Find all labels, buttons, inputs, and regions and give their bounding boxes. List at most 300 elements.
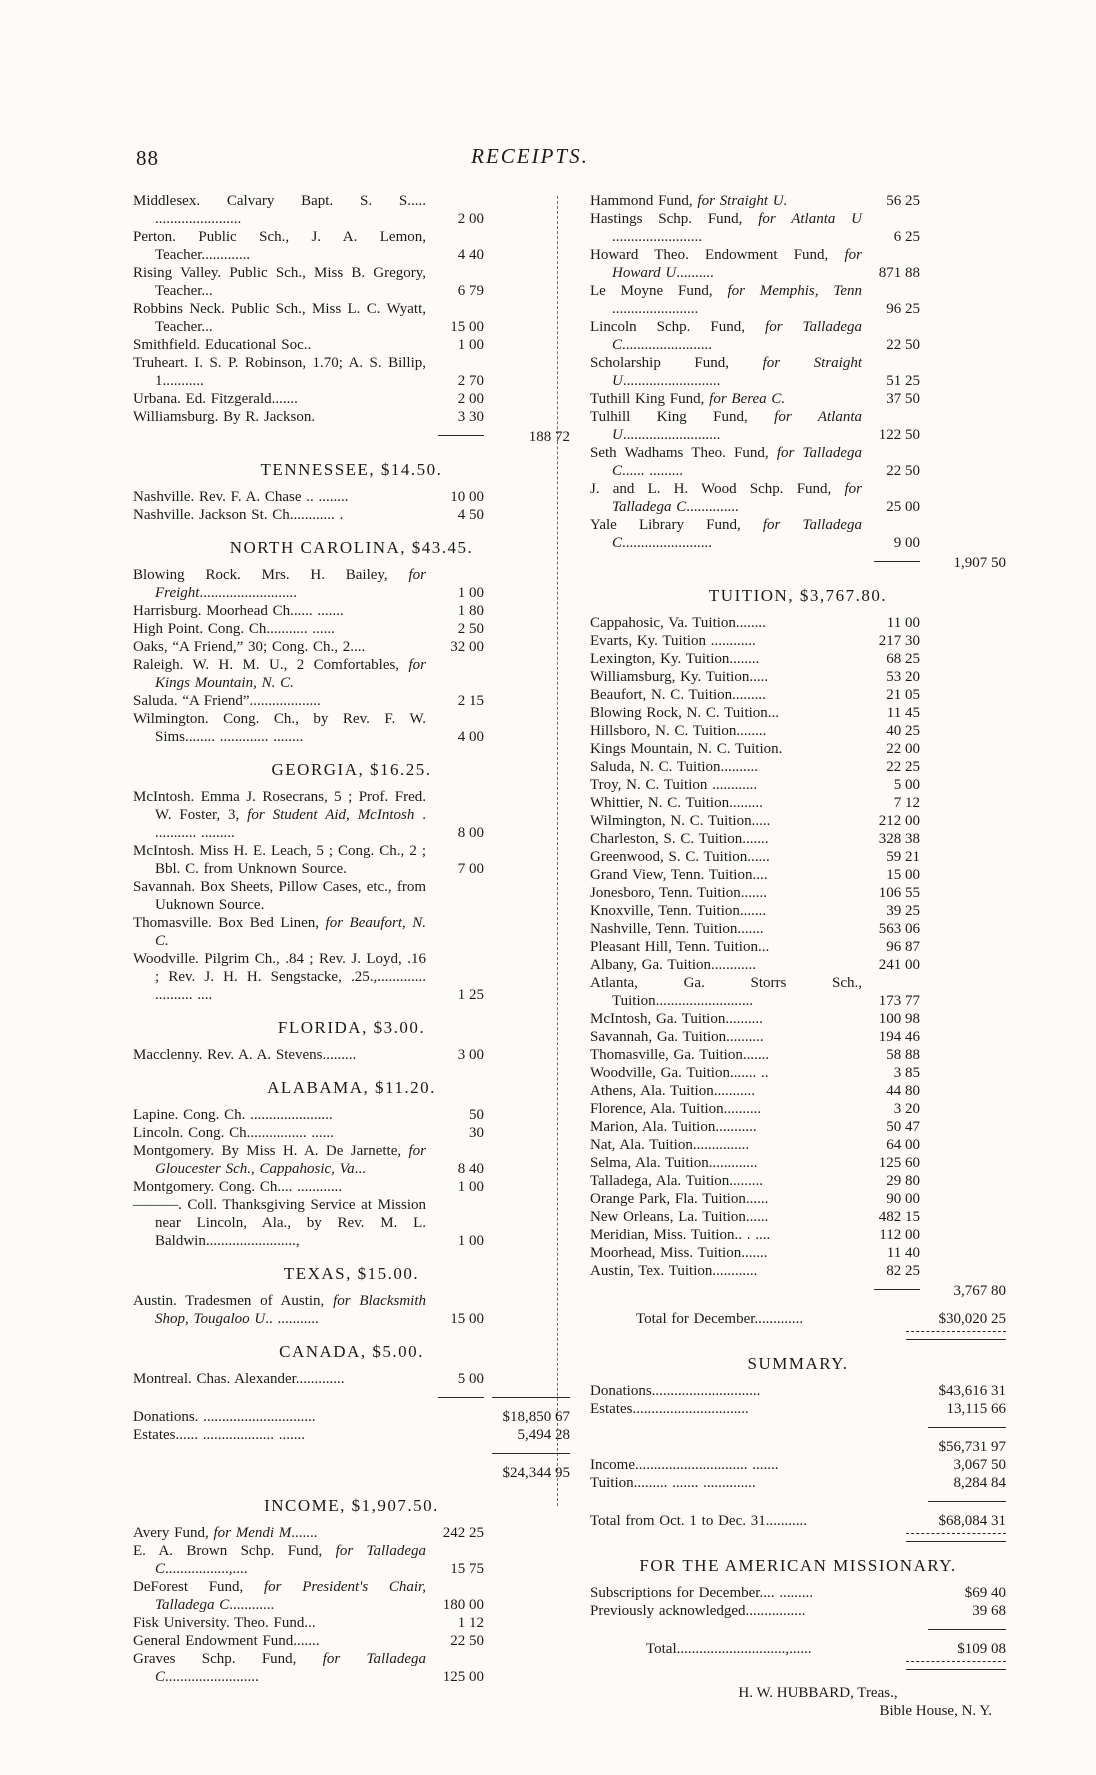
receipt-entry <box>133 710 570 746</box>
receipt-entry <box>590 650 1006 668</box>
entry-description <box>590 974 862 1010</box>
receipt-entry <box>590 974 1006 1010</box>
entry-amount: 3 30 <box>457 409 484 425</box>
entry-amount: 2 15 <box>457 693 484 709</box>
entry-description <box>133 656 426 692</box>
double-rule <box>906 1331 1006 1340</box>
entry-amount: 29 80 <box>886 1173 920 1189</box>
entry-description <box>590 1640 920 1658</box>
entry-amount: 22 00 <box>886 741 920 757</box>
receipt-entry <box>133 1142 570 1178</box>
entry-amount: 173 77 <box>878 993 920 1009</box>
entry-text-segment: Harrisburg. Moorhead Ch...... ....... <box>133 603 344 619</box>
outer-rule <box>928 1629 1006 1630</box>
section-heading: TUITION, $3,767.80. <box>708 586 888 605</box>
entry-description <box>133 638 426 656</box>
receipt-entry <box>133 228 570 264</box>
entry-amount: 125 60 <box>878 1155 920 1171</box>
double-rule <box>906 1661 1006 1670</box>
receipt-entry <box>133 1578 570 1614</box>
receipt-entry <box>590 614 1006 632</box>
entry-text-segment: Saluda. “A Friend”................... <box>133 693 321 709</box>
entry-amount: 90 00 <box>886 1191 920 1207</box>
receipt-entry <box>133 1408 570 1426</box>
entry-total-amount: $24,344 95 <box>502 1465 570 1481</box>
entry-description <box>590 812 862 830</box>
entry-text-segment: Subscriptions for December.... ......... <box>590 1585 813 1601</box>
entry-total-amount: 39 68 <box>972 1603 1006 1619</box>
entry-text-segment: ............ <box>229 1597 275 1613</box>
entry-description <box>590 1010 862 1028</box>
receipt-entry <box>590 1046 1006 1064</box>
entry-amount: 112 00 <box>879 1227 920 1243</box>
entry-text-segment: Hammond Fund, <box>590 193 698 209</box>
entry-description <box>590 650 862 668</box>
receipt-entry <box>590 632 1006 650</box>
inner-rule <box>438 1397 484 1398</box>
entry-text-segment: Moorhead, Miss. Tuition....... <box>590 1245 768 1261</box>
subtotal-amount: 3,767 80 <box>953 1283 1006 1299</box>
receipt-entry <box>590 1010 1006 1028</box>
entry-text-segment: .................,.... <box>165 1561 248 1577</box>
entry-description <box>133 842 426 878</box>
entry-text-segment: Austin. Tradesmen of Austin, <box>133 1293 334 1309</box>
entry-description <box>590 704 862 722</box>
entry-text-segment: .......................... <box>199 585 297 601</box>
receipt-entry <box>590 1640 1006 1658</box>
entry-description <box>590 1310 920 1328</box>
entry-description <box>590 776 862 794</box>
receipt-entry <box>133 1632 570 1650</box>
entry-amount: 2 70 <box>457 373 484 389</box>
entry-description <box>133 1650 426 1686</box>
entry-text-segment: E. A. Brown Schp. Fund, <box>133 1543 336 1559</box>
entry-text-segment: .. ........... <box>265 1311 319 1327</box>
receipt-entry <box>590 1512 1006 1530</box>
receipt-entry <box>133 506 570 524</box>
entry-text-segment: Scholarship Fund, <box>590 355 763 371</box>
entry-amount: 3 20 <box>893 1101 920 1117</box>
subtotal-row <box>133 426 570 446</box>
entry-text-segment: Lincoln Schp. Fund, <box>590 319 766 335</box>
entry-amount: 871 88 <box>878 265 920 281</box>
entry-text-segment: Previously acknowledged................ <box>590 1603 806 1619</box>
entry-text-segment: McIntosh. Emma J. Rosecrans, 5 ; Prof. Fred. W. Foster, 3, <box>133 789 426 823</box>
entry-total-amount: $69 40 <box>964 1585 1006 1601</box>
entry-amount: 4 00 <box>457 729 484 745</box>
entry-text-segment: DeForest Fund, <box>133 1579 264 1595</box>
entry-text-segment: Fisk University. Theo. Fund... <box>133 1615 316 1631</box>
entry-text-segment: Meridian, Miss. Tuition.. . .... <box>590 1227 771 1243</box>
receipt-entry <box>590 758 1006 776</box>
entry-text-segment: Oaks, “A Friend,” 30; Cong. Ch., 2.... <box>133 639 366 655</box>
receipt-entry <box>590 938 1006 956</box>
outer-rule <box>928 1427 1006 1428</box>
subtotal-rule <box>874 1289 920 1290</box>
entry-total-amount: $56,731 97 <box>938 1439 1006 1455</box>
section-heading: CANADA, $5.00. <box>279 1342 424 1361</box>
entry-description <box>590 1046 862 1064</box>
entry-text-segment: ... <box>354 1161 366 1177</box>
receipt-entry <box>133 1370 570 1388</box>
entry-text-segment: McIntosh, Ga. Tuition.......... <box>590 1011 763 1027</box>
receipt-entry <box>590 282 1006 318</box>
entry-text-segment: High Point. Cong. Ch........... ...... <box>133 621 335 637</box>
entry-text-segment: Nat, Ala. Tuition............... <box>590 1137 750 1153</box>
entry-text-segment: .......................... <box>622 373 721 389</box>
entry-description <box>133 264 426 300</box>
entry-text-segment: Nashville, Tenn. Tuition....... <box>590 921 764 937</box>
entry-total-amount: $109 08 <box>957 1641 1006 1657</box>
entry-text-segment: . ........... ......... <box>155 807 426 841</box>
entry-description <box>590 884 862 902</box>
entry-text-segment: Woodville. Pilgrim Ch., .84 ; Rev. J. Loyd, .16 ; Rev. J. H. H. Sengstacke, .25.,............. .......... .... <box>133 951 426 1003</box>
entry-amount: 180 00 <box>442 1597 484 1613</box>
receipt-entry <box>133 1178 570 1196</box>
entry-amount: 15 75 <box>450 1561 484 1577</box>
entry-text-segment: Graves Schp. Fund, <box>133 1651 323 1667</box>
entry-description <box>133 914 426 950</box>
entry-description <box>133 710 426 746</box>
entry-text-segment: .......... <box>676 265 714 281</box>
receipt-entry <box>590 1262 1006 1280</box>
receipt-entry <box>133 1614 570 1632</box>
designated-fund-italic: for Atlanta U <box>758 211 863 227</box>
entry-text-segment: Yale Library Fund, <box>590 517 763 533</box>
receipt-entry <box>590 1584 1006 1602</box>
entry-description <box>590 444 862 480</box>
rule-cell <box>920 1420 1006 1438</box>
receipt-entry <box>590 1382 1006 1400</box>
entry-amount: 4 40 <box>457 247 484 263</box>
entry-text-segment: Nashville. Rev. F. A. Chase .. ........ <box>133 489 349 505</box>
rule-row <box>590 1492 1006 1512</box>
receipt-entry <box>133 878 570 914</box>
entry-text-segment: ....... <box>291 1525 318 1541</box>
entry-text-segment: Howard Theo. Endowment Fund, <box>590 247 845 263</box>
entry-amount: 563 06 <box>878 921 920 937</box>
entry-text-segment: McIntosh. Miss H. E. Leach, 5 ; Cong. Ch., 2 ; Bbl. C. from Unknown Source. <box>133 843 426 877</box>
entry-description <box>590 1244 862 1262</box>
receipt-entry <box>590 920 1006 938</box>
rule-row <box>133 1388 570 1408</box>
entry-text-segment: Jonesboro, Tenn. Tuition....... <box>590 885 767 901</box>
entry-description <box>133 1426 484 1444</box>
entry-description <box>133 300 426 336</box>
entry-text-segment: ...... ......... <box>622 463 684 479</box>
entry-text-segment: Raleigh. W. H. M. U., 2 Comfortables, <box>133 657 409 673</box>
entry-description <box>590 1584 920 1602</box>
entry-text-segment: Florence, Ala. Tuition.......... <box>590 1101 762 1117</box>
subtotal-rule <box>874 561 920 562</box>
outer-rule <box>928 1501 1006 1502</box>
left-column <box>133 192 570 1686</box>
entry-text-segment: Saluda, N. C. Tuition.......... <box>590 759 759 775</box>
entry-amount: 21 05 <box>886 687 920 703</box>
entry-text-segment: Seth Wadhams Theo. Fund, <box>590 445 777 461</box>
entry-amount: 8 00 <box>457 825 484 841</box>
entry-description <box>590 318 862 354</box>
entry-text-segment: Troy, N. C. Tuition ............ <box>590 777 758 793</box>
section-heading: TENNESSEE, $14.50. <box>260 460 443 479</box>
entry-text-segment: Le Moyne Fund, <box>590 283 728 299</box>
receipt-entry <box>590 1602 1006 1620</box>
entry-amount: 50 <box>469 1107 484 1123</box>
entry-text-segment: .............. <box>686 499 739 515</box>
receipt-entry <box>590 1028 1006 1046</box>
entry-description <box>133 1542 426 1578</box>
section-heading: GEORGIA, $16.25. <box>271 760 432 779</box>
entry-description <box>133 390 426 408</box>
receipt-entry <box>133 488 570 506</box>
rule-cell <box>920 1494 1006 1512</box>
entry-amount: 241 00 <box>878 957 920 973</box>
entry-text-segment: ........................ <box>612 229 702 245</box>
receipt-entry <box>590 848 1006 866</box>
entry-description <box>590 686 862 704</box>
receipt-entry <box>590 866 1006 884</box>
receipt-entry <box>590 408 1006 444</box>
entry-amount: 58 88 <box>886 1047 920 1063</box>
entry-description <box>590 866 862 884</box>
entry-total-amount: 3,067 50 <box>953 1457 1006 1473</box>
receipt-entry <box>590 668 1006 686</box>
entry-description <box>133 1578 426 1614</box>
subtotal-row <box>590 1280 1006 1300</box>
treasurer-address: Bible House, N. Y. <box>879 1703 992 1719</box>
entry-text-segment: ....................... <box>612 301 699 317</box>
entry-text-segment: Urbana. Ed. Fitzgerald....... <box>133 391 298 407</box>
entry-description <box>133 1408 484 1426</box>
entry-text-segment: , <box>185 1311 194 1327</box>
entry-amount: 6 79 <box>457 283 484 299</box>
entry-description <box>590 1118 862 1136</box>
entry-amount: 2 00 <box>457 391 484 407</box>
subtotal-rule-cell <box>862 554 920 572</box>
entry-description <box>133 336 426 354</box>
entry-text-segment: Montgomery. By Miss H. A. De Jarnette, <box>133 1143 409 1159</box>
rule-row <box>590 1418 1006 1438</box>
designated-fund-italic: for Talladega C <box>612 517 862 551</box>
receipt-entry <box>133 692 570 710</box>
entry-description <box>590 668 862 686</box>
entry-text-segment: ......................... <box>165 1669 259 1685</box>
entry-text-segment: New Orleans, La. Tuition...... <box>590 1209 769 1225</box>
entry-description <box>590 632 862 650</box>
double-rule <box>906 1533 1006 1542</box>
entry-text-segment: Tuition......... ....... .............. <box>590 1475 756 1491</box>
entry-amount: 106 55 <box>878 885 920 901</box>
entry-amount: 212 00 <box>878 813 920 829</box>
entry-text-segment: Savannah, Ga. Tuition.......... <box>590 1029 764 1045</box>
entry-text-segment: Total from Oct. 1 to Dec. 31........... <box>590 1513 807 1529</box>
entry-text-segment: Robbins Neck. Public Sch., Miss L. C. Wyatt, Teacher... <box>133 301 426 335</box>
receipt-entry <box>133 300 570 336</box>
entry-text-segment: Avery Fund, <box>133 1525 214 1541</box>
entry-total-amount: 5,494 28 <box>517 1427 570 1443</box>
receipt-entry <box>590 1190 1006 1208</box>
receipt-entry <box>590 1310 1006 1328</box>
entry-text-segment: General Endowment Fund....... <box>133 1633 320 1649</box>
entry-text-segment: Hastings Schp. Fund, <box>590 211 759 227</box>
entry-amount: 122 50 <box>878 427 920 443</box>
entry-description <box>590 956 862 974</box>
receipt-entry <box>590 686 1006 704</box>
entry-text-segment: Donations. .............................. <box>133 1409 316 1425</box>
entry-description <box>133 1614 426 1632</box>
entry-amount: 2 50 <box>457 621 484 637</box>
entry-text-segment: Nashville. Jackson St. Ch............ . <box>133 507 344 523</box>
entry-amount: 1 25 <box>457 987 484 1003</box>
receipt-entry <box>590 390 1006 408</box>
outer-rule <box>492 1453 570 1454</box>
receipt-entry <box>590 776 1006 794</box>
entry-amount: 6 25 <box>893 229 920 245</box>
entry-amount: 2 00 <box>457 211 484 227</box>
entry-amount: 25 00 <box>886 499 920 515</box>
entry-description <box>590 1082 862 1100</box>
entry-amount: 11 45 <box>886 705 920 721</box>
receipt-entry <box>133 602 570 620</box>
rule-cell <box>484 1390 570 1408</box>
entry-description <box>590 740 862 758</box>
rule-row <box>133 1444 570 1464</box>
entry-description <box>590 920 862 938</box>
entry-amount: 3 00 <box>457 1047 484 1063</box>
receipt-entry <box>590 246 1006 282</box>
entry-description <box>590 1172 862 1190</box>
entry-description <box>590 722 862 740</box>
receipt-entry <box>133 1106 570 1124</box>
subtotal-rule <box>438 435 484 436</box>
entry-text-segment: Charleston, S. C. Tuition....... <box>590 831 769 847</box>
entry-description <box>133 354 426 390</box>
entry-total-amount: 8,284 84 <box>953 1475 1006 1491</box>
entry-text-segment: Athens, Ala. Tuition........... <box>590 1083 755 1099</box>
designated-fund-italic: for Freight <box>155 567 426 601</box>
entry-text-segment: Beaufort, N. C. Tuition......... <box>590 687 766 703</box>
receipt-entry <box>590 444 1006 480</box>
receipt-entry <box>590 1118 1006 1136</box>
entry-text-segment: J. and L. H. Wood Schp. Fund, <box>590 481 845 497</box>
entry-description <box>133 1370 426 1388</box>
entry-amount: 9 00 <box>893 535 920 551</box>
entry-description <box>590 282 862 318</box>
receipt-entry <box>590 1082 1006 1100</box>
entry-description <box>133 1524 426 1542</box>
entry-amount: 96 87 <box>886 939 920 955</box>
receipt-entry <box>590 722 1006 740</box>
entry-description <box>590 1456 920 1474</box>
designated-fund-italic: for Memphis, Tenn <box>727 283 862 299</box>
entry-amount: 22 50 <box>450 1633 484 1649</box>
page-number: 88 <box>136 146 159 170</box>
entry-amount: 22 50 <box>886 463 920 479</box>
entry-text-segment: Truheart. I. S. P. Robinson, 1.70; A. S. Billip, 1........... <box>133 355 426 389</box>
entry-amount: 242 25 <box>442 1525 484 1541</box>
designated-fund-italic: for Atlanta U <box>612 409 862 443</box>
entry-text-segment: Albany, Ga. Tuition............ <box>590 957 757 973</box>
receipt-entry <box>590 1100 1006 1118</box>
entry-amount: 22 50 <box>886 337 920 353</box>
entry-amount: 37 50 <box>886 391 920 407</box>
entry-text-segment: Tulhill King Fund, <box>590 409 775 425</box>
entry-text-segment: Lincoln. Cong. Ch................ ...... <box>133 1125 334 1141</box>
receipt-entry <box>590 480 1006 516</box>
entry-text-segment: ———. Coll. Thanksgiving Service at Mission near Lincoln, Ala., by Rev. M. L. Baldwin........................, <box>133 1197 426 1249</box>
entry-text-segment: ........................ <box>622 535 713 551</box>
entry-text-segment: Blowing Rock, N. C. Tuition... <box>590 705 780 721</box>
entry-description <box>590 246 862 282</box>
entry-description <box>133 1124 426 1142</box>
entry-amount: 39 25 <box>886 903 920 919</box>
receipt-entry <box>590 1154 1006 1172</box>
section-heading: FOR THE AMERICAN MISSIONARY. <box>639 1556 957 1575</box>
entry-description <box>590 614 862 632</box>
entry-description <box>133 878 426 914</box>
receipt-entry <box>133 950 570 1004</box>
receipt-entry <box>133 264 570 300</box>
receipt-entry <box>590 1208 1006 1226</box>
entry-text-segment: Wilmington. Cong. Ch., by Rev. F. W. Sims........ ............. ........ <box>133 711 426 745</box>
entry-text-segment: ........................ <box>622 337 713 353</box>
entry-text-segment: Knoxville, Tenn. Tuition....... <box>590 903 767 919</box>
subtotal-row <box>590 552 1006 572</box>
receipt-entry <box>590 956 1006 974</box>
receipt-entry <box>590 516 1006 552</box>
entry-amount: 11 40 <box>886 1245 920 1261</box>
entry-amount: 51 25 <box>886 373 920 389</box>
subtotal-rule-cell <box>862 1282 920 1300</box>
entry-description <box>590 1100 862 1118</box>
receipt-entry <box>590 1136 1006 1154</box>
entry-amount: 32 00 <box>450 639 484 655</box>
entry-description <box>590 1028 862 1046</box>
entry-text-segment: Talladega, Ala. Tuition......... <box>590 1173 764 1189</box>
designated-fund-italic: for Kings Mountain, N. C. <box>155 657 426 691</box>
receipt-entry <box>590 902 1006 920</box>
entry-amount: 1 80 <box>457 603 484 619</box>
entry-text-segment: Blowing Rock. Mrs. H. Bailey, <box>133 567 409 583</box>
entry-text-segment: Pleasant Hill, Tenn. Tuition... <box>590 939 770 955</box>
receipt-entry <box>590 318 1006 354</box>
rule-row <box>590 1620 1006 1640</box>
entry-amount: 100 98 <box>878 1011 920 1027</box>
entry-text-segment: Williamsburg, Ky. Tuition..... <box>590 669 769 685</box>
entry-amount: 1 12 <box>457 1615 484 1631</box>
receipt-entry <box>133 336 570 354</box>
receipt-entry <box>133 788 570 842</box>
entry-text-segment: Thomasville, Ga. Tuition....... <box>590 1047 770 1063</box>
entry-description <box>133 566 426 602</box>
entry-amount: 5 00 <box>457 1371 484 1387</box>
entry-text-segment: Woodville, Ga. Tuition....... .. <box>590 1065 769 1081</box>
entry-description <box>133 408 426 426</box>
entry-text-segment: Montgomery. Cong. Ch.... ............ <box>133 1179 343 1195</box>
entry-description <box>590 758 862 776</box>
entry-amount: 64 00 <box>886 1137 920 1153</box>
receipt-entry <box>590 1226 1006 1244</box>
entry-description <box>590 1400 920 1418</box>
entry-text-segment: Hillsboro, N. C. Tuition........ <box>590 723 767 739</box>
receipt-entry <box>590 794 1006 812</box>
entry-amount: 194 46 <box>878 1029 920 1045</box>
entry-text-segment: Williamsburg. By R. Jackson. <box>133 409 316 425</box>
receipt-entry <box>590 1244 1006 1262</box>
receipt-entry <box>133 656 570 692</box>
designated-fund-italic: for Talladega C <box>155 1543 426 1577</box>
vertical-gap <box>590 1300 1006 1310</box>
